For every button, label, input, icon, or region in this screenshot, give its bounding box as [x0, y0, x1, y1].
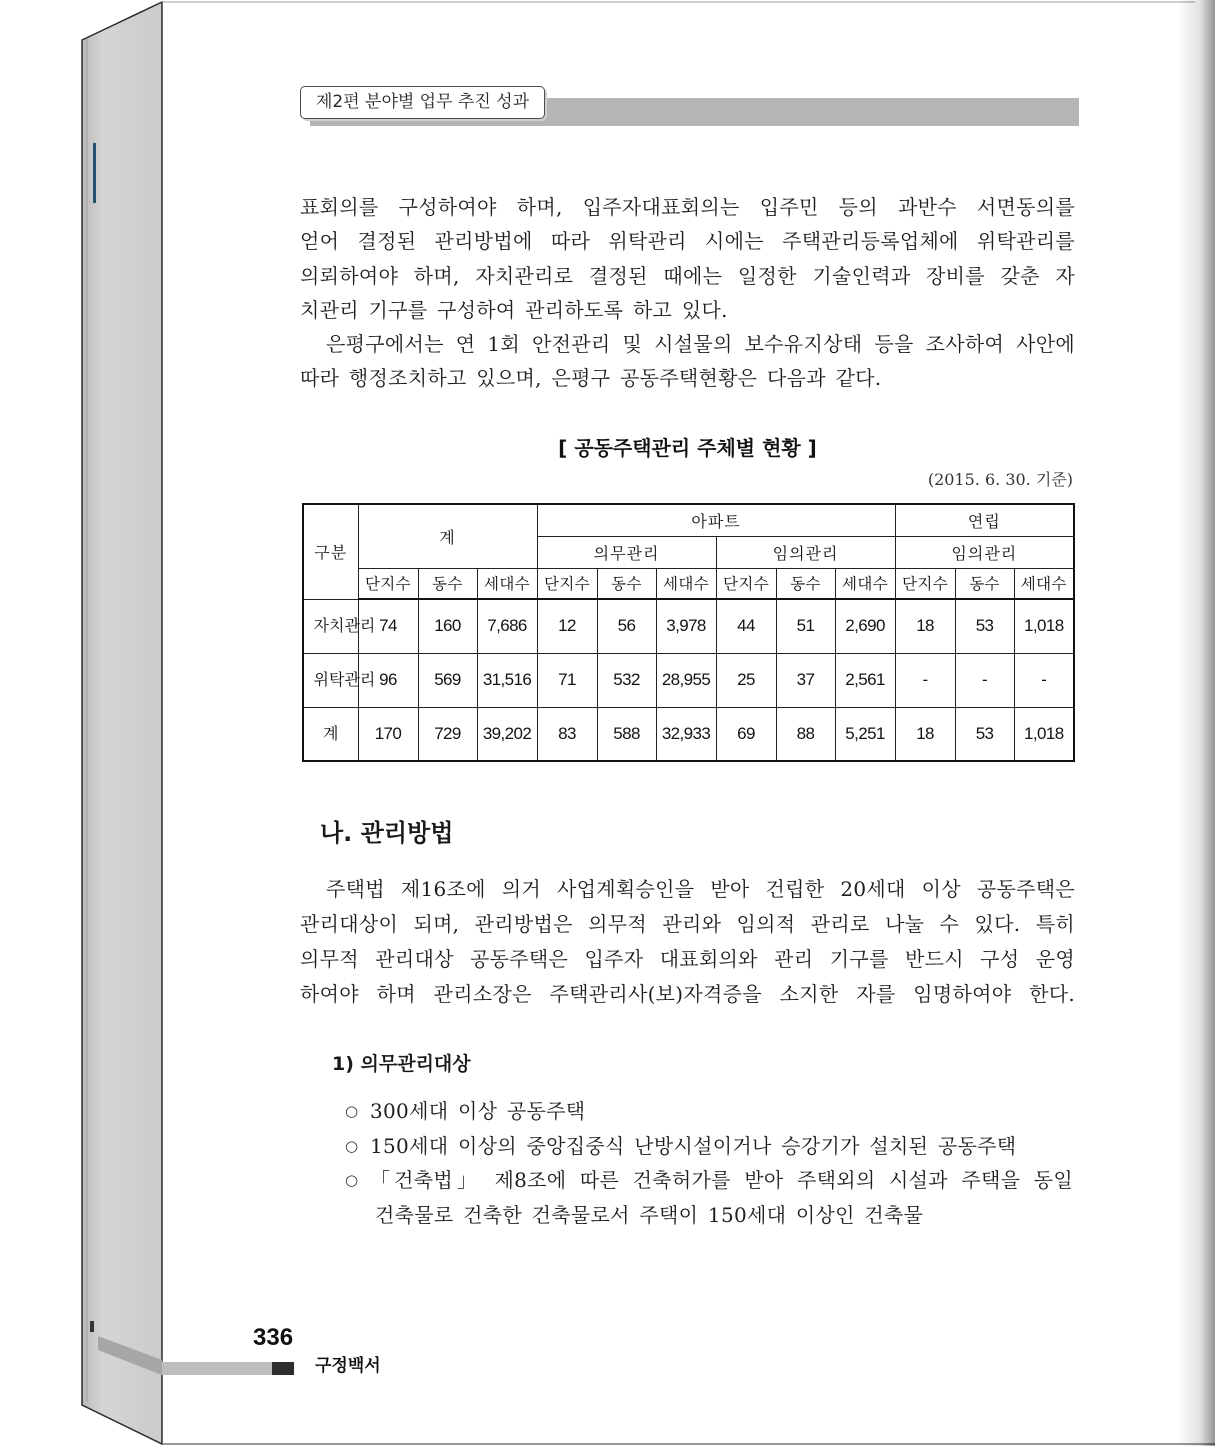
row-label: 위탁관리	[313, 670, 376, 689]
subsection-heading: 1) 의무관리대상	[332, 1053, 471, 1075]
text-line: 은평구에서는 연 1회 안전관리 및 시설물의 보수유지상태 등을 조사하여 사안에	[326, 332, 1075, 357]
table-cell: 69	[716, 707, 776, 761]
list-item	[345, 1094, 1073, 1129]
table-cell: 32,933	[656, 707, 716, 761]
table-cell: 53	[955, 707, 1014, 761]
apartment-mandatory-header: 의무관리	[537, 536, 716, 568]
table-cell: 18	[895, 707, 955, 761]
table-cell: 569	[418, 653, 477, 707]
text-line: 관리대상이 되며, 관리방법은 의무적 관리와 임의적 관리로 나눌 수 있다. 특히	[300, 912, 1075, 936]
table-cell: 39,202	[477, 707, 537, 761]
footer-bar-accent	[272, 1362, 294, 1375]
text-line: 따라 행정조치하고 있으며, 은평구 공동주택현황은 다음과 같다.	[300, 366, 882, 391]
list-item	[345, 1163, 1073, 1232]
column-header: 동수	[776, 568, 835, 599]
table-cell: 2,561	[835, 653, 895, 707]
section-heading: 나. 관리방법	[320, 819, 454, 847]
row-label: 계	[323, 723, 339, 743]
table-cell: 37	[776, 653, 835, 707]
table-cell: 44	[716, 599, 776, 653]
running-header-label: 제2편 분야별 업무 추진 성과	[300, 86, 545, 119]
column-header: 세대수	[835, 568, 895, 599]
text-line: 의뢰하여야 하며, 자치관리로 결정된 때에는 일정한 기술인력과 장비를 갖춘 자	[300, 263, 1075, 288]
table-cell: 532	[597, 653, 656, 707]
text-line: 하여야 하며 관리소장은 주택관리사(보)자격증을 소지한 자를 임명하여야 한다.	[300, 982, 1075, 1006]
column-header: 동수	[955, 568, 1014, 599]
list-item-text: 300세대 이상 공동주택	[370, 1099, 586, 1123]
table-date-note: (2015. 6. 30. 기준)	[927, 470, 1073, 489]
bullet-list	[345, 1094, 1073, 1233]
table-cell: 729	[418, 707, 477, 761]
column-header: 동수	[418, 568, 477, 599]
table-cell: 12	[537, 599, 597, 653]
text-line: 의무적 관리대상 공동주택은 입주자 대표회의와 관리 기구를 반드시 구성 운영	[300, 947, 1075, 971]
row-label-cell	[303, 653, 376, 707]
table-cell: 28,955	[656, 653, 716, 707]
page-number: 336	[253, 1324, 294, 1351]
column-header: 세대수	[1014, 568, 1074, 599]
table-cell: 56	[597, 599, 656, 653]
column-header: 단지수	[537, 568, 597, 599]
table-cell: -	[1014, 653, 1074, 707]
intro-paragraph	[300, 190, 1075, 396]
table-cell: 5,251	[835, 707, 895, 761]
column-header: 세대수	[656, 568, 716, 599]
table-cell: -	[955, 653, 1014, 707]
table-cell: 7,686	[477, 599, 537, 653]
text-line: 얻어 결정된 관리방법에 따라 위탁관리 시에는 주택관리등록업체에 위탁관리를	[300, 229, 1075, 254]
table-total-row	[303, 707, 1074, 761]
table-corner-label: 구분	[303, 504, 358, 599]
list-item-text: 「건축법」 제8조에 따른 건축허가를 받아 주택외의 시설과 주택을 동일	[370, 1168, 1073, 1193]
list-item-text: 건축물로 건축한 건축물로서 주택이 150세대 이상인 건축물	[375, 1203, 924, 1228]
table-cell: 170	[358, 707, 418, 761]
column-header: 단지수	[716, 568, 776, 599]
text-line: 표회의를 구성하여야 하며, 입주자대표회의는 입주민 등의 과반수 서면동의를	[300, 195, 1075, 219]
group-rowhouse-header: 연립	[895, 504, 1074, 536]
table-cell: 2,690	[835, 599, 895, 653]
list-item	[345, 1129, 1073, 1164]
book-title: 구정백서	[315, 1356, 381, 1376]
housing-management-table	[302, 503, 1075, 762]
column-header: 단지수	[358, 568, 418, 599]
group-total-header: 계	[358, 504, 537, 568]
table-cell: 31,516	[477, 653, 537, 707]
row-label: 자치관리	[313, 616, 376, 635]
table-cell: 1,018	[1014, 707, 1074, 761]
table-cell: 88	[776, 707, 835, 761]
table-cell: 71	[537, 653, 597, 707]
table-cell: -	[895, 653, 955, 707]
table-row	[303, 599, 1074, 653]
table-cell: 74	[358, 599, 418, 653]
column-header: 동수	[597, 568, 656, 599]
column-header: 세대수	[477, 568, 537, 599]
text-line: 주택법 제16조에 의거 사업계획승인을 받아 건립한 20세대 이상 공동주택은	[326, 877, 1075, 901]
row-label-cell	[303, 599, 376, 653]
table-header-row	[303, 568, 1074, 599]
table-row	[303, 653, 1074, 707]
section-paragraph	[300, 872, 1075, 1012]
spine-dark-mark	[90, 1321, 94, 1332]
footer-bar	[162, 1362, 272, 1375]
rowhouse-voluntary-header: 임의관리	[895, 536, 1074, 568]
group-apartment-header: 아파트	[537, 504, 895, 536]
table-cell: 160	[418, 599, 477, 653]
spine-blue-mark	[93, 143, 96, 203]
text-line: 치관리 기구를 구성하여 관리하도록 하고 있다.	[300, 297, 728, 322]
apartment-voluntary-header: 임의관리	[716, 536, 895, 568]
table-cell: 3,978	[656, 599, 716, 653]
book-spine	[82, 2, 162, 1444]
bullet-circle-icon: ○	[345, 1102, 359, 1120]
table-cell: 51	[776, 599, 835, 653]
table-cell: 83	[537, 707, 597, 761]
table-cell: 96	[358, 653, 418, 707]
row-label-cell	[303, 707, 358, 761]
table-cell: 53	[955, 599, 1014, 653]
table-cell: 1,018	[1014, 599, 1074, 653]
table-header-row	[303, 504, 1074, 536]
column-header: 단지수	[895, 568, 955, 599]
table-title: [ 공동주택관리 주체별 현황 ]	[558, 436, 817, 460]
table-cell: 25	[716, 653, 776, 707]
bullet-circle-icon: ○	[345, 1136, 359, 1155]
page-right-shadow	[1178, 0, 1215, 1446]
table-cell: 588	[597, 707, 656, 761]
table-cell: 18	[895, 599, 955, 653]
list-item-text: 150세대 이상의 중앙집중식 난방시설이거나 승강기가 설치된 공동주택	[370, 1133, 1017, 1158]
bullet-circle-icon: ○	[345, 1171, 359, 1190]
